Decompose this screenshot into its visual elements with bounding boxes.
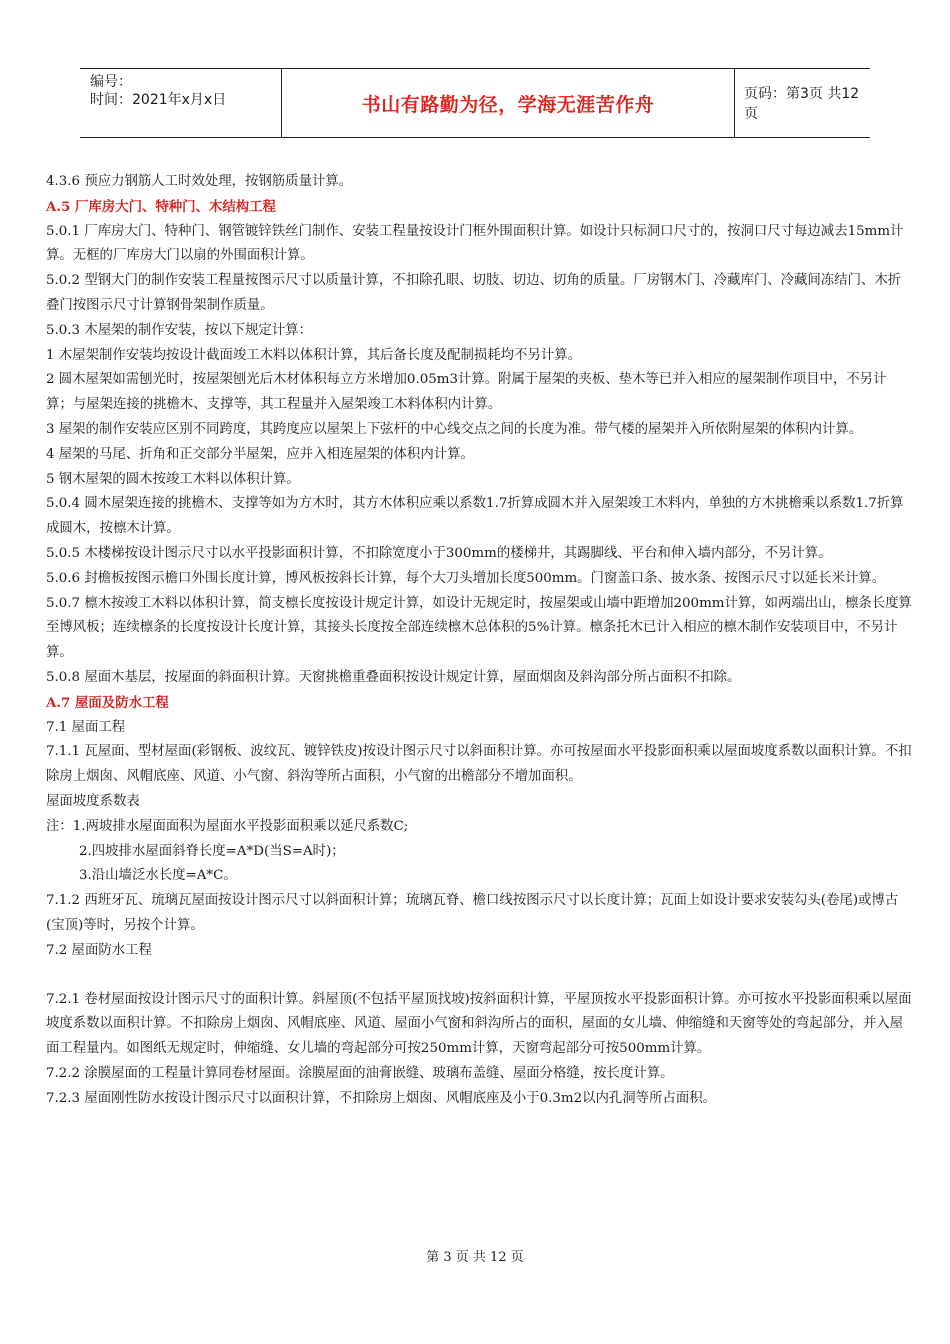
paragraph: 2 圆木屋架如需刨光时，按屋架刨光后木材体积每立方米增加0.05m3计算。附属于屋架的夹板、垫木等已并入相应的屋架制作项目中，不另计算；与屋架连接的挑檐木、支撑等，其工程量并入屋架竣工木料体积内计算。 [46,372,887,413]
paragraph: 1 木屋架制作安装均按设计截面竣工木料以体积计算，其后备长度及配制损耗均不另计算。 [46,347,582,363]
header-motto: 书山有路勤为径，学海无涯苦作舟 [361,93,655,116]
paragraph: 5.0.5 木楼梯按设计图示尺寸以水平投影面积计算，不扣除宽度小于300mm的楼梯井，其踢脚线、平台和伸入墙内部分，不另计算。 [46,545,832,561]
paragraph: 5 钢木屋架的圆木按竣工木料以体积计算。 [46,471,300,487]
page-footer [0,1246,950,1265]
paragraph: 5.0.6 封檐板按图示檐口外围长度计算，博风板按斜长计算，每个大刀头增加长度500mm。门窗盖口条、披水条、按图示尺寸以延长米计算。 [46,570,886,586]
header-motto-cell [282,69,735,137]
paragraph: 7.1.2 西班牙瓦、琉璃瓦屋面按设计图示尺寸以斜面积计算；琉璃瓦脊、檐口线按图示尺寸以长度计算；瓦面上如设计要求安装勾头(卷尾)或博古(宝顶)等时，另按个计算。 [46,893,899,933]
document-date: 时间：2021年x月x日 [90,92,227,108]
paragraph: 屋面坡度系数表 [46,793,140,809]
paragraph-spacer [46,964,912,988]
paragraph: 5.0.2 型钢大门的制作安装工程量按图示尺寸以质量计算，不扣除孔眼、切肢、切边、切角的质量。厂房钢木门、冷藏库门、冷藏间冻结门、木折叠门按图示尺寸计算钢骨架制作质量。 [46,273,902,313]
paragraph: 7.2.2 涂膜屋面的工程量计算同卷材屋面。涂膜屋面的油膏嵌缝、玻璃布盖缝、屋面分格缝，按长度计算。 [46,1065,674,1081]
header-meta [80,69,282,137]
page-header [80,68,870,138]
note-item: 3.沿山墙泛水长度=A*C。 [79,868,237,884]
paragraph: 注：1.两坡排水屋面面积为屋面水平投影面积乘以延尺系数C; [46,818,409,834]
paragraph: 7.2.3 屋面刚性防水按设计图示尺寸以面积计算，不扣除房上烟囱、风帽底座及小于0.3m2以内孔洞等所占面积。 [46,1090,717,1106]
section-heading: A.5 厂库房大门、特种门、木结构工程 [46,198,276,215]
paragraph: 4.3.6 预应力钢筋人工时效处理，按钢筋质量计算。 [46,174,353,189]
header-page-cell [734,69,870,137]
section-heading: A.7 屋面及防水工程 [46,694,169,711]
document-body [46,170,912,1111]
paragraph: 5.0.4 圆木屋架连接的挑檐木、支撑等如为方木时，其方木体积应乘以系数1.7折算成圆木并入屋架竣工木料内，单独的方木挑檐乘以系数1.7折算成圆木，按檩木计算。 [46,496,904,537]
footer-page-number: 第 3 页 共 12 页 [426,1250,524,1265]
paragraph: 4 屋架的马尾、折角和正交部分半屋架，应并入相连屋架的体积内计算。 [46,446,474,462]
paragraph: 7.2.1 卷材屋面按设计图示尺寸的面积计算。斜屋顶(不包括平屋顶找坡)按斜面积计算，平屋顶按水平投影面积计算。亦可按水平投影面积乘以屋面坡度系数以面积计算。不扣除房上烟囱、风帽底座、风道、屋面小气窗和斜沟所占的面积，屋面的女儿墙、伸缩缝和天窗等处的弯起部分，并入屋面工程量内。如图纸无规定时，伸缩缝、女儿墙的弯起部分可按250mm计算，天窗弯起部分可按500mm计算。 [46,991,912,1057]
header-page-number: 页码：第3页 共12页 [744,86,860,122]
paragraph: 7.1.1 瓦屋面、型材屋面(彩钢板、波纹瓦、镀锌铁皮)按设计图示尺寸以斜面积计算。亦可按屋面水平投影面积乘以屋面坡度系数以面积计算。不扣除房上烟囱、风帽底座、风道、小气窗、斜沟等所占面积，小气窗的出檐部分不增加面积。 [46,744,912,785]
paragraph: 7.1 屋面工程 [46,719,126,735]
paragraph: 5.0.1 厂库房大门、特种门、钢管镀锌铁丝门制作、安装工程量按设计门框外围面积计算。如设计只标洞口尺寸的，按洞口尺寸每边减去15mm计算。无框的厂库房大门以扇的外围面积计算。 [46,223,904,264]
note-item: 2.四坡排水屋面斜脊长度=A*D(当S=A时)； [79,843,345,859]
paragraph: 7.2 屋面防水工程 [46,942,152,958]
document-number: 编号： [90,74,132,90]
paragraph: 5.0.3 木屋架的制作安装，按以下规定计算： [46,322,312,338]
paragraph: 5.0.7 檩木按竣工木料以体积计算，简支檩长度按设计规定计算，如设计无规定时，按屋架或山墙中距增加200mm计算，如两端出山，檩条长度算至博风板；连续檩条的长度按设计长度计算，其接头长度按全部连续檩木总体积的5%计算。檩条托木已计入相应的檩木制作安装项目中，不另计算。 [46,595,912,661]
paragraph: 5.0.8 屋面木基层，按屋面的斜面积计算。天窗挑檐重叠面积按设计规定计算，屋面烟囱及斜沟部分所占面积不扣除。 [46,669,741,685]
paragraph: 3 屋架的制作安装应区别不同跨度，其跨度应以屋架上下弦杆的中心线交点之间的长度为准。带气楼的屋架并入所依附屋架的体积内计算。 [46,421,863,437]
